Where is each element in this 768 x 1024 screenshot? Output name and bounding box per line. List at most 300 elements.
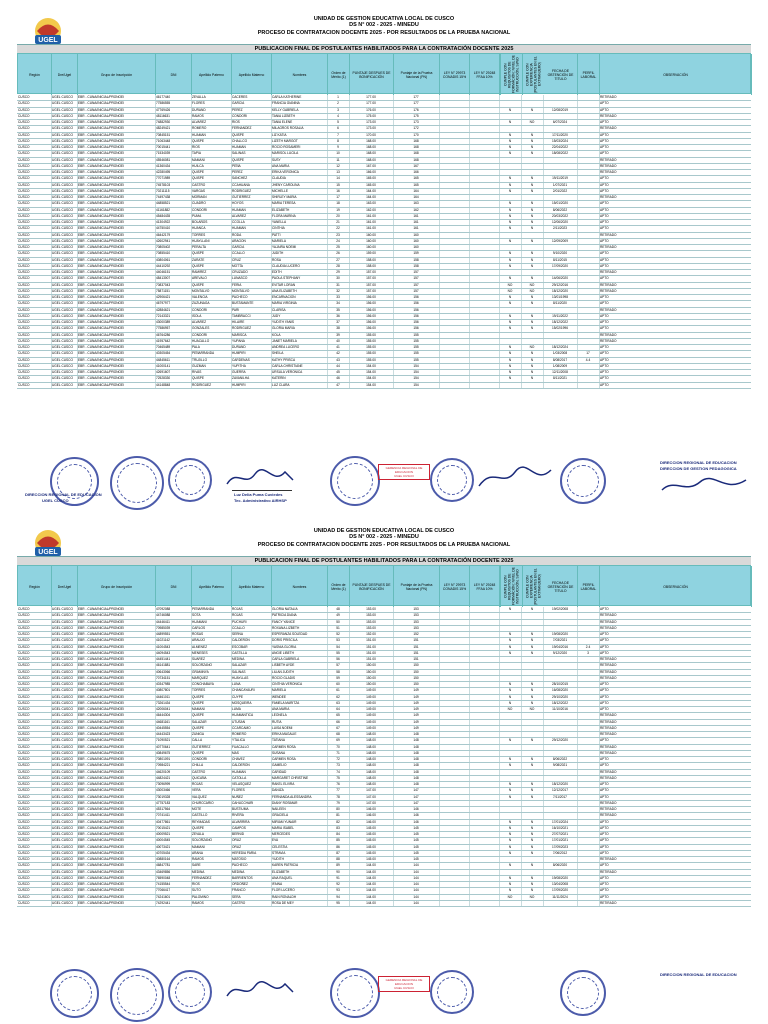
table-cell: 156.00 [366,313,376,318]
table-cell: N [530,182,534,187]
grid-line [77,239,78,244]
table-cell: QUISPE [192,376,205,381]
table-cell: 33 [336,295,340,299]
grid-line [327,333,328,338]
grid-line [231,676,232,681]
table-cell: APTO [600,226,609,231]
table-cell: 70805402 [156,245,171,249]
grid-line [155,851,156,856]
grid-line [469,383,470,388]
grid-line [393,351,394,356]
table-cell: MARGARET CHRISTINE [272,775,309,780]
grid-line [77,676,78,681]
table-cell: UGEL CUSCO [52,863,73,868]
table-cell: 149.00 [366,694,376,699]
table-cell: MARQUEZ [192,675,208,680]
table-cell: STRAVIA [272,850,286,855]
grid-line [599,376,600,381]
table-cell: 46 [336,376,340,381]
column-header: Grupo de Inscripción [78,54,156,95]
table-cell: APTO [600,101,609,106]
grid-line [191,638,192,643]
table-cell: UGEL CUSCO [52,257,73,262]
table-cell: QUISPE [232,132,245,137]
grid-line [349,645,350,650]
table-cell: RAKEL ELVIRA [272,782,295,786]
table-cell: 70015441 [156,145,171,149]
table-cell: 18 [336,201,340,206]
table-cell: 146.00 [366,807,376,811]
table-cell: 154.00 [366,370,376,374]
grid-line [77,720,78,725]
table-cell: 156 [413,313,419,318]
grid-line [393,201,394,206]
grid-line [499,813,500,818]
grid-line [155,688,156,693]
grid-line [393,888,394,893]
grid-line [155,289,156,294]
grid-line [439,114,440,119]
table-cell: 173.00 [366,120,376,124]
table-cell: N [508,145,512,149]
table-cell: UGEL CUSCO [52,326,73,331]
grid-line [349,845,350,850]
table-cell: 40880164 [156,857,171,861]
grid-line [543,795,544,800]
table-cell: RETIRADO [600,163,617,168]
grid-line [191,95,192,100]
table-cell: 150 [413,669,419,674]
grid-line [191,283,192,288]
grid-line [77,108,78,113]
table-cell: 12/09/2009 [552,238,568,243]
grid-line [77,289,78,294]
table-cell: 149 [413,700,419,705]
grid-line [543,289,544,294]
table-cell: EBR - CUNA/INICIAL/PRONOEI [78,607,125,611]
table-cell: UGEL CUSCO [52,669,73,674]
grid-line [543,251,544,256]
grid-line [439,726,440,731]
table-cell: 156.00 [366,307,376,312]
grid-line [599,245,600,250]
grid-line [327,283,328,288]
table-cell: 2 [337,101,339,106]
grid-line [349,870,350,875]
grid-line [191,838,192,843]
grid-line [155,326,156,331]
grid-line [543,195,544,200]
table-cell: 156 [413,326,419,331]
table-cell: PATTI [272,232,281,237]
grid-line [155,620,156,625]
table-cell: ROSA [272,257,282,262]
grid-line [577,245,578,250]
table-cell: N [508,738,512,743]
grid-line [271,720,272,725]
grid-line [231,208,232,213]
table-cell: APTO [600,313,609,318]
grid-line [599,682,600,687]
table-cell: MENESES [192,650,208,655]
grid-line [51,620,52,625]
table-cell: QUISPE [192,282,205,287]
table-cell: 42884621 [156,307,171,312]
grid-line [327,233,328,238]
grid-line [271,745,272,750]
table-cell: EBR - CUNA/INICIAL/PRONOEI [78,732,125,736]
grid-line [469,632,470,637]
grid-line [543,670,544,675]
table-cell: N [508,345,512,349]
table-cell: RETIRADO [600,338,617,343]
table-cell: UGEL CUSCO [52,232,73,237]
table-cell: CUSCO [18,201,30,206]
table-cell: FLOR LUCERO [272,888,295,893]
grid-line [577,688,578,693]
grid-line [577,376,578,381]
table-cell: 148.00 [366,750,376,755]
table-cell: UGEL CUSCO [52,276,73,281]
table-cell: 61 [336,688,340,693]
grid-line [543,801,544,806]
grid-line [543,726,544,731]
grid-line [191,101,192,106]
table-cell: QUISPE [192,725,205,730]
table-cell: EBR - CUNA/INICIAL/PRONOEI [78,151,125,156]
header-line2: DS N° 002 - 2025 - MINEDU [349,22,419,28]
table-cell: 40705434 [156,850,171,855]
grid-line [439,289,440,294]
grid-line [469,870,470,875]
table-cell: HUAMAN [232,226,246,231]
grid-line [77,326,78,331]
grid-line [327,826,328,831]
grid-line [543,120,544,125]
table-cell: N [530,132,534,137]
grid-line [349,358,350,363]
grid-line [499,339,500,344]
grid-line [499,663,500,668]
grid-line [271,813,272,818]
grid-line [327,326,328,331]
grid-line [271,183,272,188]
table-cell: APTO [600,357,609,362]
grid-line [327,258,328,263]
grid-line [499,838,500,843]
grid-line [327,251,328,256]
grid-line [499,183,500,188]
table-cell: APTO [600,763,609,768]
grid-line [51,145,52,150]
grid-line [349,838,350,843]
table-cell: CUSCO [18,363,30,368]
table-cell: APTO [600,757,609,761]
table-cell: 152 [413,632,419,636]
sig1-line2: UGEL CUSCO [42,498,69,503]
grid-line [521,351,522,356]
grid-line [577,757,578,762]
table-cell: 74578103 [156,182,171,187]
table-cell: N [508,863,512,868]
table-cell: 165.00 [366,176,376,181]
grid-line [521,308,522,313]
grid-line [231,320,232,325]
table-cell: 166.00 [366,170,376,174]
table-cell: ZEVALLA [192,95,206,99]
table-cell: CUSCO [18,170,30,174]
grid-line [439,732,440,737]
grid-line [499,657,500,662]
table-cell: 153.00 [366,619,376,624]
grid-line [155,276,156,281]
grid-line [77,745,78,750]
table-cell: N [530,788,534,793]
table-cell: CUSCO [18,894,30,899]
grid-line [439,857,440,862]
grid-line [577,370,578,375]
grid-line [327,651,328,656]
table-cell: N [530,825,534,830]
grid-line [231,651,232,656]
grid-line [543,95,544,100]
grid-line [349,164,350,169]
grid-line [577,333,578,338]
grid-line [577,732,578,737]
grid-line [327,314,328,319]
table-cell: CAHUCCHARI [232,800,254,805]
table-cell: 13/01/1998 [552,295,568,299]
table-cell: NO [529,345,535,349]
table-cell: N [530,850,534,855]
table-cell: CUSCO [18,257,30,262]
grid-line [349,651,350,656]
table-cell: N [530,682,534,686]
table-cell: UGEL CUSCO [52,769,73,774]
grid-line [191,720,192,725]
grid-line [349,264,350,269]
table-cell: 44046151 [156,270,171,274]
table-cell: 144.00 [366,888,376,893]
grid-line [349,114,350,119]
grid-line [499,763,500,768]
grid-line [393,214,394,219]
table-cell: N [508,220,512,224]
grid-line [51,101,52,106]
table-cell: JUDITH [272,251,284,256]
table-cell: 17/11/2020 [552,132,568,137]
table-cell: N [508,825,512,830]
table-cell: N [508,238,512,243]
grid-line [155,757,156,762]
grid-line [499,888,500,893]
grid-line [469,670,470,675]
table-cell: 89 [336,863,340,868]
grid-line [271,283,272,288]
grid-line [393,676,394,681]
grid-line [521,126,522,131]
grid-line [271,251,272,256]
grid-line [327,863,328,868]
table-cell: 70801091 [156,757,171,761]
table-cell: 40770641 [156,744,171,749]
grid-line [77,214,78,219]
table-cell: N [530,226,534,231]
table-cell: ZUZUNAGA [192,301,210,306]
table-cell: GLORIA NATALIA [272,607,298,611]
table-cell: 148 [413,732,419,736]
grid-line [599,663,600,668]
table-cell: N [530,819,534,824]
table-cell: 157.00 [366,282,376,287]
grid-line [599,233,600,238]
grid-line [327,108,328,113]
grid-line [469,314,470,319]
grid-line [499,720,500,725]
table-cell: LUNA [232,682,241,686]
table-cell: 14/06/2020 [552,276,568,281]
grid-line [521,857,522,862]
table-cell: UGEL CUSCO [52,313,73,318]
table-cell: N [508,320,512,324]
grid-line [439,682,440,687]
grid-line [543,345,544,350]
grid-line [271,295,272,300]
grid-line [349,738,350,743]
grid-line [599,607,600,612]
grid-line [521,632,522,637]
column-header: CUMPLE CON EXPERIENCIA (POSTULANTES EN EL EXTRANJERO) [522,54,544,95]
grid-line [271,239,272,244]
table-cell: N [530,757,534,761]
table-cell: UGEL CUSCO [52,657,73,661]
grid-line [155,751,156,756]
grid-line [599,788,600,793]
grid-line [577,108,578,113]
table-cell: CUSCO [18,657,30,661]
table-cell: 71 [336,750,340,755]
grid-line [77,845,78,850]
table-cell: CUSCO [18,157,30,162]
red-stamp: GERENCIA REGIONAL DE EDUCACION UGEL CUSCO [378,976,430,992]
table-cell: VALQUEZ [192,794,207,799]
table-cell: 155.00 [366,332,376,337]
grid-line [327,170,328,175]
table-cell: EBR - CUNA/INICIAL/PRONOEI [78,157,125,162]
grid-line [51,158,52,163]
column-header: Dre/Ugel [52,566,78,607]
grid-line [191,276,192,281]
table-cell: 147 [413,800,419,805]
grid-line [191,264,192,269]
grid-line [499,626,500,631]
table-cell: N [508,607,512,611]
grid-line [439,851,440,856]
grid-line [599,226,600,231]
grid-line [191,326,192,331]
table-cell: CUSCO [18,619,30,624]
table-cell: RETIRADO [600,750,617,755]
grid-line [349,876,350,881]
table-cell: UGEL CUSCO [52,338,73,343]
grid-line [439,326,440,331]
grid-line [191,358,192,363]
grid-line [155,782,156,787]
grid-line [155,795,156,800]
grid-line [77,682,78,687]
grid-line [191,688,192,693]
grid-line [499,133,500,138]
table-cell: 40004545 [156,838,171,843]
table-cell: ESPERANZA SOLEDAD [272,632,308,636]
table-cell: N [508,794,512,799]
grid-line [469,738,470,743]
table-cell: APTO [600,176,609,181]
table-cell: N [508,370,512,374]
table-cell: EBR - CUNA/INICIAL/PRONOEI [78,819,125,824]
grid-line [349,782,350,787]
grid-line [599,151,600,156]
table-cell: UGEL CUSCO [52,138,73,143]
column-header: Dre/Ugel [52,54,78,95]
grid-line [599,258,600,263]
column-header: CUMPLE CON REQUISITOS DE FORMACIÓN: NIVEL DE INSTRUCCIÓN, SI/NO [500,566,522,607]
table-cell: 168.00 [366,138,376,143]
grid-line [599,176,600,181]
table-cell: MILAGROS ROSALIA [272,126,304,131]
grid-line [327,289,328,294]
column-header: LEY N° 29973 CONADIS 15% [440,566,470,607]
grid-line [77,133,78,138]
table-cell: 168 [413,157,419,162]
column-header: FECHA DE OBTENCIÓN DE TITULO [544,566,578,607]
table-cell: 2/11/2023 [553,226,567,231]
grid-line [231,688,232,693]
table-cell: 149.00 [366,700,376,705]
grid-line [77,220,78,225]
grid-line [51,776,52,781]
table-cell: UGEL CUSCO [52,719,73,724]
table-cell: MORMAN [192,195,207,199]
grid-line [499,845,500,850]
table-cell: ANA MARIA [272,163,290,168]
table-cell: 70211115 [156,188,170,193]
table-cell: N [508,650,512,655]
grid-line [521,239,522,244]
grid-line [191,820,192,825]
table-cell: 166 [413,170,419,174]
grid-line [469,351,470,356]
table-cell: N [508,107,512,112]
table-cell: CUSCO [18,195,30,199]
table-cell: HUAMANI [192,619,207,624]
table-cell: DANIZA [272,788,284,793]
table-cell: 65 [336,713,340,718]
table-cell: N [530,107,534,112]
grid-line [231,695,232,700]
grid-line [599,695,600,700]
table-cell: UGEL CUSCO [52,644,73,649]
grid-line [231,245,232,250]
grid-line [577,295,578,300]
table-cell: 18/12/2020 [552,288,568,293]
grid-line [469,233,470,238]
grid-line [599,626,600,631]
grid-line [231,807,232,812]
table-cell: UGEL CUSCO [52,625,73,630]
grid-line [577,826,578,831]
grid-line [155,158,156,163]
